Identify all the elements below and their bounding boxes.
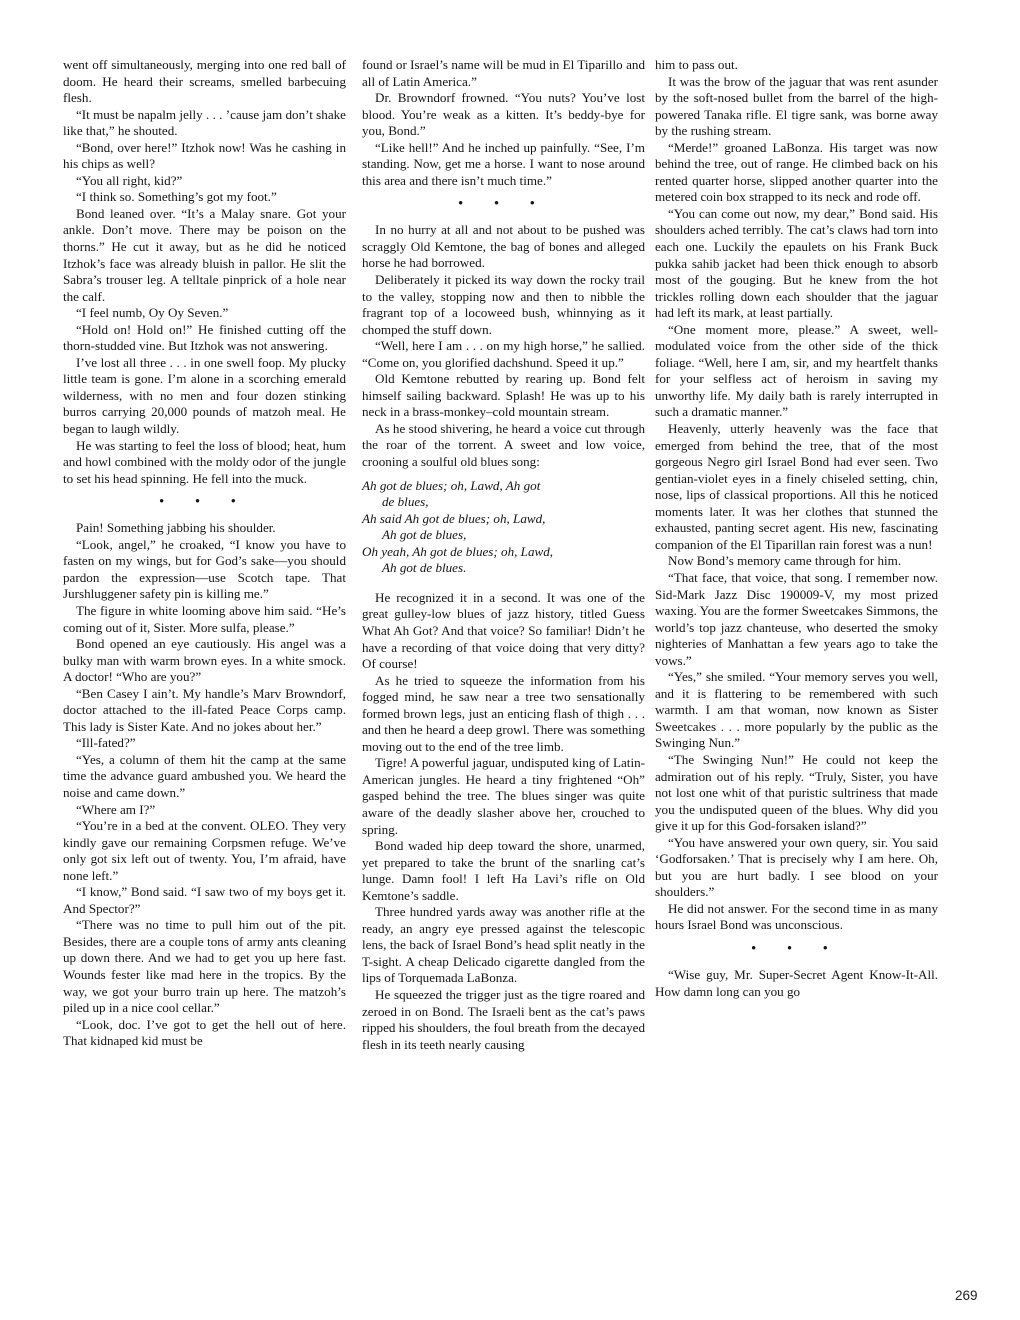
paragraph: Bond waded hip deep toward the shore, unarmed, yet prepared to take the brunt of the snarling cat’s lunge. Damn fool! I left Ha Lavi’s rifle on Old Kemtone’s saddle.	[362, 838, 645, 903]
paragraph: Three hundred yards away was another rifle at the ready, an angry eye pressed against the telescopic lens, the back of Israel Bond’s head split neatly in the T-sight. A cheap Delicado cigarette dangled from the lips of Torquemada LaBonza.	[362, 904, 645, 986]
paragraph: He recognized it in a second. It was one of the great gulley-low blues of jazz history, titled Guess What Ah Got? And that voice? So familiar! Didn’t he have a recording of that voice doing that very ditty? Of course!	[362, 589, 645, 672]
paragraph: Pain! Something jabbing his shoulder.	[76, 520, 276, 536]
paragraph: “There was no time to pull him out of the pit. Besides, there are a couple tons of army ants cleaning up down there. And we had to get you up here fast. Wounds fester like mad here in the tropics. By the way, we got your burro train up here. The matzoh’s piled up in a nice cool cellar.”	[63, 917, 346, 1016]
paragraph: Dr. Browndorf frowned. “You nuts? You’ve lost blood. You’re weak as a kitten. It’s beddy-bye for you, Bond.”	[362, 90, 645, 139]
paragraph: “You have answered your own query, sir. You said ‘Godforsaken.’ That is precisely why I am here. Oh, but you are hurt badly. I see blood on your shoulders.”	[655, 834, 938, 900]
paragraph: “You all right, kid?”	[76, 172, 183, 188]
paragraph: Bond leaned over. “It’s a Malay snare. Got your ankle. Don’t move. There may be poison on the thorns.” He cut it away, but as he did he noticed Itzhok’s face was already bluish in pallor. He slit the Sabra’s trouser leg. A telltale pinprick of a hole near the calf.	[63, 205, 346, 304]
text-column-2	[362, 57, 645, 1053]
text-column-3	[655, 57, 938, 1000]
paragraph: “The Swinging Nun!” He could not keep the admiration out of his reply. “Truly, Sister, you have not lost one whit of that puristic sultriness that made you the undisputed queen of the blues. Why did you give it up for this God-forsaken island?”	[655, 751, 938, 834]
text-column-1	[63, 57, 346, 1050]
paragraph: “I feel numb, Oy Oy Seven.”	[76, 305, 229, 321]
lyric-line: Ah got de blues,	[382, 527, 467, 543]
paragraph: “Yes, a column of them hit the camp at the same time the advance guard ambushed you. We heard the noise and came down.”	[63, 751, 346, 800]
paragraph: “I know,” Bond said. “I saw two of my boys get it. And Spector?”	[63, 884, 346, 916]
paragraph: I’ve lost all three . . . in one swell foop. My plucky little team is gone. I’m alone in a scorching emerald wilderness, with no men and four dozen stinking burros carrying 20,000 pounds of matzoh meal. He began to laugh wildly.	[63, 354, 346, 437]
section-break: • • •	[751, 939, 842, 955]
paragraph: “Wise guy, Mr. Super-Secret Agent Know-It-All. How damn long can you go	[655, 966, 938, 999]
lyric-line: Oh yeah, Ah got de blues; oh, Lawd,	[362, 543, 554, 559]
paragraph: He squeezed the trigger just as the tigre roared and zeroed in on Bond. The Israeli bent as the cat’s paws ripped his shoulders, the foul breath from the decayed flesh in its teeth nearly causing	[362, 986, 645, 1052]
lyric-line: Ah got de blues.	[382, 560, 467, 576]
section-break: • • •	[159, 493, 250, 509]
paragraph: The figure in white looming above him said. “He’s coming out of it, Sister. More sulfa, please.”	[63, 602, 346, 635]
paragraph: Bond opened an eye cautiously. His angel was a bulky man with warm brown eyes. In a white smock. A doctor! “Who are you?”	[63, 636, 346, 685]
paragraph: “Look, angel,” he croaked, “I know you have to fasten on my wings, but for God’s sake—you should pardon the expression—use Scotch tape. That Jurshluggener safety pin is killing me.”	[63, 536, 346, 602]
paragraph: “Like hell!” And he inched up painfully. “See, I’m standing. Now, get me a horse. I want to nose around this area and there isn’t much time.”	[362, 139, 645, 188]
paragraph: He did not answer. For the second time in as many hours Israel Bond was unconscious.	[655, 900, 938, 933]
paragraph: “It must be napalm jelly . . . ’cause jam don’t shake like that,” he shouted.	[63, 106, 346, 139]
section-break: • • •	[458, 195, 549, 211]
paragraph: “Yes,” she smiled. “Your memory serves you well, and it is flattering to be remembered with such warmth. I am that woman, now known as Sister Sweetcakes . . . more popularly by the public as the Swinging Nun.”	[655, 669, 938, 751]
lyric-line: Ah got de blues; oh, Lawd, Ah got	[362, 477, 541, 493]
paragraph: “Hold on! Hold on!” He finished cutting off the thorn-studded vine. But Itzhok was not answering.	[63, 321, 346, 354]
paragraph: Heavenly, utterly heavenly was the face that emerged from behind the tree, that of the most gorgeous Negro girl Israel Bond had ever seen. Two gentian-violet eyes in a finely chiseled setting, chin, nose, lips of classical proportions. All this he noticed moments later. It was her clothes that stunned the exhausted, panting secret agent. His new, fascinating companion of the El Tiparillan rain forest was a nun!	[655, 421, 938, 552]
paragraph: “Where am I?”	[76, 801, 156, 817]
page-number: 269	[955, 1288, 978, 1303]
paragraph: As he stood shivering, he heard a voice cut through the roar of the torrent. A sweet and low voice, crooning a soulful old blues song:	[362, 420, 645, 470]
paragraph: “Merde!” groaned LaBonza. His target was now behind the tree, out of range. He climbed back on his rented quarter horse, slipped another quarter into the metered coin box strapped to its neck and rode off.	[655, 139, 938, 205]
paragraph: Now Bond’s memory came through for him.	[668, 553, 902, 569]
paragraph: “I think so. Something’s got my foot.”	[76, 189, 277, 205]
paragraph: In no hurry at all and not about to be pushed was scraggly Old Kemtone, the bag of bones and alleged horse he had borrowed.	[362, 222, 645, 271]
paragraph: It was the brow of the jaguar that was rent asunder by the soft-nosed bullet from the barrel of the high-powered Tanaka rifle. El tigre sank, was borne away by the rushing stream.	[655, 73, 938, 139]
lyric-line: de blues,	[382, 494, 429, 510]
paragraph: As he tried to squeeze the information from his fogged mind, he saw near a tree two sensationally formed brown legs, just an enticing flash of thigh . . . and then he heard a deep growl. There was something moving out to the end of the tree limb.	[362, 672, 645, 754]
paragraph: Deliberately it picked its way down the rocky trail to the valley, stopping now and then to nibble the fragrant top of a locoweed bush, whinnying as it chomped the stuff down.	[362, 272, 645, 337]
paragraph: He was starting to feel the loss of blood; heat, hum and howl combined with the moldy odor of the jungle to set his head spinning. He fell into the muck.	[63, 437, 346, 486]
paragraph: “Ben Casey I ain’t. My handle’s Marv Browndorf, doctor attached to the ill-fated Peace Corps camp. This lady is Sister Kate. And no jokes about her.”	[63, 685, 346, 734]
paragraph: “Bond, over here!” Itzhok now! Was he cashing in his chips as well?	[63, 139, 346, 172]
song-lyrics	[362, 478, 645, 577]
paragraph: “Ill-fated?”	[76, 735, 136, 751]
paragraph: “Well, here I am . . . on my high horse,” he sallied. “Come on, you glorified dachshund. Speed it up.”	[362, 338, 645, 370]
paragraph: him to pass out.	[655, 57, 738, 72]
paragraph: Tigre! A powerful jaguar, undisputed king of Latin-American jungles. He heard a tiny frightened “Oh” gasped behind the tree. The blues singer was quite aware of the deadly slasher above her, crouched to spring.	[362, 755, 645, 837]
lyric-line: Ah said Ah got de blues; oh, Lawd,	[362, 510, 546, 526]
paragraph: “One moment more, please.” A sweet, well-modulated voice from the other side of the thick foliage. “Well, here I am, sir, and my heartfelt thanks for your selfless act of heroism in saving my unworthy life. My daily bath is rarely interrupted in such a dramatic manner.”	[655, 321, 938, 420]
paragraph: found or Israel’s name will be mud in El Tiparillo and all of Latin America.”	[362, 57, 645, 89]
paragraph: “You can come out now, my dear,” Bond said. His shoulders ached terribly. The cat’s claws had torn into each one. Luckily the epaulets on his Frank Buck pukka sahib jacket had been thick enough to absorb most of the gouging. But he knew from the hot trickles rolling down each shoulder that the jaguar had left its mark, at least partially.	[655, 205, 938, 321]
paragraph: “You’re in a bed at the convent. OLEO. They very kindly gave our remaining Corpsmen refuge. We’ve only got six left out of twenty. You, I’m afraid, have none left.”	[63, 818, 346, 883]
paragraph: “That face, that voice, that song. I remember now. Sid-Mark Jazz Disc 190009-V, my most prized waxing. You are the former Sweetcakes Simmons, the world’s top jazz chanteuse, who deserted the smoky nighteries of Manhattan a few years ago to take the vows.”	[655, 569, 938, 668]
paragraph: Old Kemtone rebutted by rearing up. Bond felt himself sailing backward. Splash! He was up to his neck in a brass-monkey–cold mountain stream.	[362, 371, 645, 420]
paragraph: “Look, doc. I’ve got to get the hell out of here. That kidnaped kid must be	[63, 1016, 346, 1049]
paragraph: went off simultaneously, merging into one red ball of doom. He heard their screams, smelled barbecuing flesh.	[63, 57, 346, 106]
